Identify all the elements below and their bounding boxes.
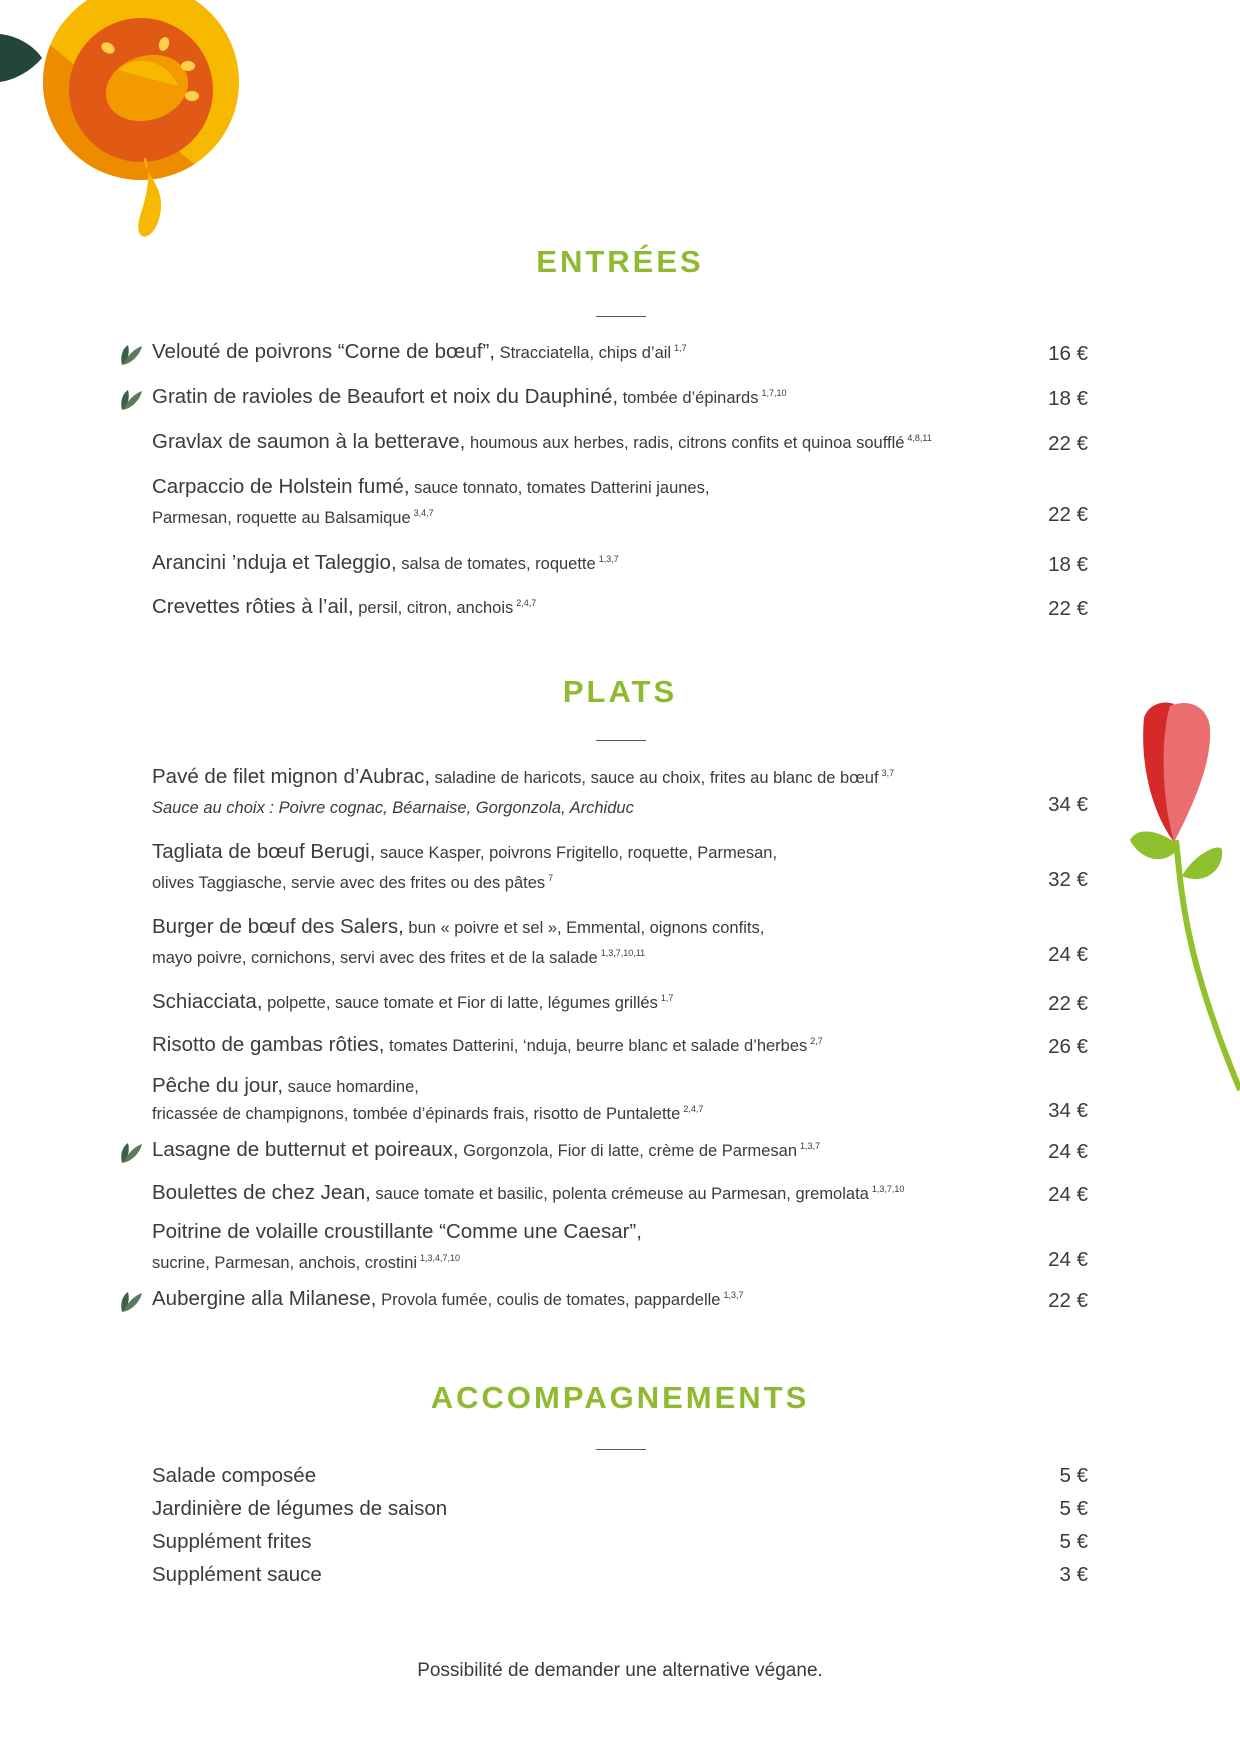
- allergen-codes: 1,7: [674, 343, 687, 353]
- item-description: salsa de tomates, roquette: [396, 555, 596, 573]
- allergen-codes: 3,4,7: [413, 507, 434, 518]
- item-description: sauce homardine,: [283, 1078, 419, 1096]
- item-name: Lasagne de butternut et poireaux,: [152, 1138, 459, 1161]
- allergen-codes: 1,3,4,7,10: [420, 1252, 461, 1263]
- item-name: Risotto de gambas rôties,: [152, 1033, 385, 1056]
- allergen-codes: 1,7,10: [761, 388, 787, 398]
- item-name: Boulettes de chez Jean,: [152, 1181, 371, 1204]
- leaf-icon: [118, 386, 144, 412]
- item-price: 24 €: [1048, 1140, 1088, 1163]
- menu-item: [152, 917, 1088, 967]
- item-name: Gravlax de saumon à la betterave,: [152, 430, 466, 453]
- flower-illustration: [1130, 700, 1240, 1100]
- item-price: 32 €: [1048, 867, 1088, 891]
- item-name: Velouté de poivrons “Corne de bœuf”,: [152, 340, 495, 363]
- allergen-codes: 2,4,7: [683, 1103, 704, 1114]
- menu-item: [152, 342, 1088, 363]
- item-name: Gratin de ravioles de Beaufort et noix du Dauphiné,: [152, 385, 619, 408]
- menu-item: [152, 842, 1088, 892]
- menu-item: [152, 767, 1088, 817]
- item-description: polpette, sauce tomate et Fior di latte, légumes grillés: [262, 994, 658, 1012]
- item-description: houmous aux herbes, radis, citrons confits et quinoa soufflé: [465, 434, 905, 452]
- menu-item: [152, 1035, 1088, 1056]
- allergen-codes: 1,3,7,10,11: [600, 947, 646, 958]
- side-item: [152, 1530, 1088, 1554]
- item-price: 24 €: [1048, 942, 1088, 966]
- allergen-codes: 4,8,11: [907, 433, 932, 443]
- allergen-codes: 7: [548, 872, 554, 883]
- item-description: Provola fumée, coulis de tomates, pappardelle: [376, 1291, 721, 1309]
- sun-drop-illustration: [0, 0, 250, 250]
- side-item: [152, 1563, 1088, 1587]
- side-name: Supplément frites: [152, 1530, 312, 1553]
- accompagnements-divider: [596, 1449, 646, 1450]
- item-price: 34 €: [1048, 792, 1088, 816]
- side-item: [152, 1497, 1088, 1521]
- item-name: Crevettes rôties à l’ail,: [152, 595, 354, 618]
- allergen-codes: 1,3,7,10: [871, 1184, 905, 1194]
- item-description-continued: sucrine, Parmesan, anchois, crostini: [152, 1253, 418, 1272]
- vegan-note: Possibilité de demander une alternative végane.: [417, 1660, 823, 1681]
- side-name: Salade composée: [152, 1464, 317, 1487]
- accompagnements-title: ACCOMPAGNEMENTS: [430, 1380, 810, 1415]
- item-description: sauce tonnato, tomates Datterini jaunes,: [409, 479, 710, 497]
- item-name: Pêche du jour,: [152, 1074, 284, 1097]
- item-description: persil, citron, anchois: [353, 599, 514, 617]
- entrees-title: ENTRÉES: [536, 244, 704, 279]
- item-description-continued: mayo poivre, cornichons, servi avec des frites et de la salade: [152, 948, 598, 967]
- item-price: 22 €: [1048, 1289, 1088, 1312]
- allergen-codes: 1,3,7: [598, 554, 619, 564]
- leaf-icon: [118, 341, 144, 367]
- side-item: [152, 1464, 1088, 1488]
- item-price: 22 €: [1048, 992, 1088, 1015]
- leaf-icon: [118, 1139, 144, 1165]
- plats-title: PLATS: [562, 674, 678, 709]
- item-price: 18 €: [1048, 387, 1088, 410]
- item-name: Arancini ’nduja et Taleggio,: [152, 551, 397, 574]
- side-name: Supplément sauce: [152, 1563, 322, 1586]
- side-price: 5 €: [1059, 1530, 1088, 1553]
- item-description: tomates Datterini, ‘nduja, beurre blanc et salade d’herbes: [384, 1037, 808, 1055]
- item-price: 22 €: [1048, 432, 1088, 455]
- side-price: 5 €: [1059, 1497, 1088, 1520]
- item-description-continued: olives Taggiasche, servie avec des frites ou des pâtes: [152, 873, 546, 892]
- item-description: Gorgonzola, Fior di latte, crème de Parmesan: [458, 1142, 797, 1160]
- item-name: Poitrine de volaille croustillante “Comme une Caesar”,: [152, 1220, 642, 1243]
- side-price: 3 €: [1059, 1563, 1088, 1586]
- item-description: bun « poivre et sel », Emmental, oignons confits,: [403, 919, 765, 937]
- plats-divider: [596, 740, 646, 741]
- item-name: Pavé de filet mignon d’Aubrac,: [152, 765, 431, 788]
- item-description: sauce tomate et basilic, polenta crémeuse au Parmesan, gremolata: [370, 1185, 869, 1203]
- menu-item: [152, 992, 1088, 1013]
- item-price: 24 €: [1048, 1183, 1088, 1206]
- leaf-icon: [118, 1288, 144, 1314]
- menu-item: [152, 1140, 1088, 1161]
- allergen-codes: 1,7: [660, 993, 674, 1003]
- item-price: 18 €: [1048, 553, 1088, 576]
- item-price: 34 €: [1048, 1098, 1088, 1122]
- side-price: 5 €: [1059, 1464, 1088, 1487]
- item-name: Aubergine alla Milanese,: [152, 1287, 377, 1310]
- item-description-continued: fricassée de champignons, tombée d’épinards frais, risotto de Puntalette: [152, 1104, 681, 1123]
- side-name: Jardinière de légumes de saison: [152, 1497, 448, 1520]
- item-description-continued: Parmesan, roquette au Balsamique: [152, 508, 411, 527]
- item-price: 22 €: [1048, 502, 1088, 526]
- item-description: saladine de haricots, sauce au choix, frites au blanc de bœuf: [430, 769, 879, 787]
- menu-item: [152, 1183, 1088, 1204]
- menu-item: [152, 477, 1088, 527]
- item-description: sauce Kasper, poivrons Frigitello, roquette, Parmesan,: [375, 844, 778, 862]
- menu-item: [152, 387, 1088, 408]
- menu-item: [152, 597, 1088, 618]
- menu-item: [152, 432, 1088, 453]
- menu-item: [152, 1076, 1088, 1123]
- allergen-codes: 3,7: [881, 768, 895, 778]
- menu-item: [152, 1222, 1088, 1272]
- allergen-codes: 2,4,7: [516, 598, 537, 608]
- entrees-divider: [596, 316, 646, 317]
- allergen-codes: 1,3,7: [723, 1290, 744, 1300]
- allergen-codes: 2,7: [810, 1036, 823, 1046]
- item-name: Schiacciata,: [152, 990, 263, 1013]
- item-price: 24 €: [1048, 1247, 1088, 1271]
- item-price: 26 €: [1048, 1035, 1088, 1058]
- sauce-options: Sauce au choix : Poivre cognac, Béarnaise, Gorgonzola, Archiduc: [152, 798, 634, 817]
- item-description: Stracciatella, chips d’ail: [495, 344, 672, 362]
- item-name: Carpaccio de Holstein fumé,: [152, 475, 410, 498]
- menu-item: [152, 1289, 1088, 1310]
- leaf-decoration: [0, 34, 42, 82]
- item-price: 16 €: [1048, 342, 1088, 365]
- menu-item: [152, 553, 1088, 574]
- item-name: Tagliata de bœuf Berugi,: [152, 840, 376, 863]
- allergen-codes: 1,3,7: [800, 1141, 821, 1151]
- item-name: Burger de bœuf des Salers,: [152, 915, 404, 938]
- item-description: tombée d’épinards: [618, 389, 759, 407]
- item-price: 22 €: [1048, 597, 1088, 620]
